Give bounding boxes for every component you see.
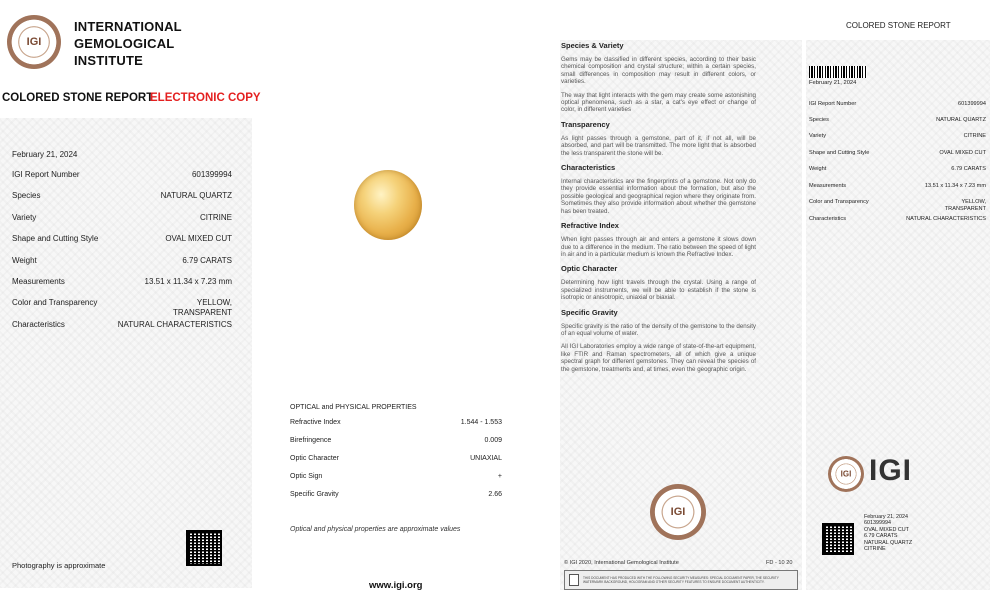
stub-field-value: NATURAL CHARACTERISTICS <box>906 216 986 222</box>
stub-igi-logo-text: IGI <box>869 454 913 487</box>
property-value: 1.544 - 1.553 <box>460 419 502 426</box>
section-heading: Species & Variety <box>561 41 624 50</box>
field-value <box>173 298 232 318</box>
property-value: 0.009 <box>484 437 502 444</box>
left-panel-background <box>0 118 252 588</box>
field-value: NATURAL QUARTZ <box>160 191 232 200</box>
stub-field-label: Weight <box>809 166 827 172</box>
stub-card-line: CITRINE <box>864 546 886 553</box>
stub-date: February 21, 2024 <box>809 80 857 86</box>
photo-note: Photography is approximate <box>12 561 106 570</box>
properties-heading: OPTICAL and PHYSICAL PROPERTIES <box>290 404 417 411</box>
igi-seal-logo <box>7 15 61 69</box>
section-heading: Optic Character <box>561 264 618 274</box>
field-label: Shape and Cutting Style <box>12 234 99 243</box>
property-value: + <box>497 473 502 480</box>
copyright-text: © IGI 2020, International Gemological Institute <box>564 560 679 566</box>
stub-field-value: OVAL MIXED CUT <box>939 150 986 156</box>
form-code: FD - 10 20 <box>766 560 793 566</box>
stub-field-label: Variety <box>809 133 826 139</box>
section-paragraph: When light passes through air and enters a gemstone it slows down due to a difference in the medium. The ratio between the speed of light in air and in a particular medium is known the Refractive Index. <box>561 236 756 258</box>
stub-seal-logo <box>828 456 864 492</box>
field-value: OVAL MIXED CUT <box>165 234 232 243</box>
stub-field-label: Species <box>809 117 829 123</box>
stub-seal-text: IGI <box>840 469 852 479</box>
field-label: IGI Report Number <box>12 170 80 179</box>
properties-note: Optical and physical properties are approximate values <box>290 526 461 533</box>
property-label: Specific Gravity <box>290 491 339 498</box>
field-value: 6.79 CARATS <box>182 256 232 265</box>
stub-field-value <box>945 199 986 212</box>
security-disclaimer-box <box>564 570 798 590</box>
igi-seal-stamp <box>650 484 706 540</box>
stub-field-value: 13.51 x 11.34 x 7.23 mm <box>924 183 986 189</box>
disclaimer-text: THIS DOCUMENT HAS PRODUCED WITH THE FOLLOWING SECURITY MEASURES: SPECIAL DOCUMENT PAPER, THE SECURITY WATERMARK BACKGROUND, HOLOGRAM AND OTHER SECURITY FEATURES TO ENSURE DOCUMENT AUTHENTICITY. <box>583 576 779 584</box>
electronic-copy-label: ELECTRONIC COPY <box>150 92 261 104</box>
field-value: 601399994 <box>191 170 232 179</box>
section-paragraph: The way that light interacts with the gem may create some astonishing optical phenomena, such as a star, a cat's eye effect or change of color, in different varieties <box>561 91 756 114</box>
section-heading: Transparency <box>561 119 610 129</box>
field-label: Variety <box>12 213 37 222</box>
org-name-line-3: INSTITUTE <box>74 53 143 68</box>
field-value: 13.51 x 11.34 x 7.23 mm <box>144 277 232 286</box>
property-label: Refractive Index <box>290 419 341 426</box>
org-name-line-1: INTERNATIONAL <box>74 19 182 34</box>
stub-card-line: February 21, 2024 <box>864 514 909 520</box>
field-value-line-1: YELLOW, <box>196 298 232 307</box>
property-value: UNIAXIAL <box>470 455 502 462</box>
section-heading: Characteristics <box>561 163 616 173</box>
section-heading: Refractive Index <box>561 221 619 231</box>
document-icon <box>569 574 579 586</box>
field-value: CITRINE <box>200 213 232 222</box>
section-paragraph: Determining how light travels through the crystal. Using a range of specialized instruments, we will be able to establish if the stone is isotropic or anisotropic, uniaxial or biaxial. <box>561 279 756 302</box>
property-value: 2.66 <box>488 491 502 498</box>
stub-field-value-line-2: TRANSPARENT <box>944 205 986 212</box>
stub-field-value: 601399994 <box>958 101 986 107</box>
education-column <box>561 41 756 373</box>
field-value-line-2: TRANSPARENT <box>173 308 232 317</box>
section-paragraph: Gems may be classified in different species, according to their basic chemical composition and crystal structure; within a certain species, small differences in composition may result in different colors, or varieties. <box>561 56 756 86</box>
field-label: Characteristics <box>12 320 65 329</box>
stub-field-value-line-1: YELLOW, <box>961 199 986 205</box>
stub-card-line: NATURAL QUARTZ <box>864 539 913 546</box>
organization-name <box>74 18 182 69</box>
property-label: Birefringence <box>290 437 332 444</box>
stub-field-label: Measurements <box>809 183 846 189</box>
stub-card-line: 6.79 CARATS <box>864 533 898 540</box>
field-label: Color and Transparency <box>12 298 98 307</box>
stub-field-label: Color and Transparency <box>809 199 869 205</box>
seal-text: IGI <box>26 36 42 48</box>
stub-card-line: 601399994 <box>864 520 891 527</box>
field-label: Measurements <box>12 277 65 286</box>
field-label: Weight <box>12 256 37 265</box>
barcode <box>809 66 867 78</box>
section-heading: Specific Gravity <box>561 307 618 317</box>
field-value: NATURAL CHARACTERISTICS <box>117 320 232 329</box>
gemstone-photo <box>354 170 422 240</box>
stub-qr-code[interactable] <box>822 523 854 555</box>
qr-code[interactable] <box>186 530 222 566</box>
report-title: COLORED STONE REPORT <box>2 92 154 104</box>
section-paragraph: As light passes through a gemstone, part of it, if not all, will be absorbed, and part will be transmitted. The more light that is absorbed the less transparent the stone will be. <box>561 134 756 157</box>
stub-card-text <box>864 514 912 552</box>
stub-card-line: OVAL MIXED CUT <box>864 526 909 533</box>
stub-field-label: Shape and Cutting Style <box>809 150 870 156</box>
section-paragraph: Specific gravity is the ratio of the density of the gemstone to the density of an equal volume of water. <box>561 322 757 337</box>
stub-field-value: CITRINE <box>963 133 986 139</box>
section-paragraph: Internal characteristics are the fingerprints of a gemstone. Not only do they provide essential information about the formation, but also the possible geological and geographical region where they originate from. Sometimes they also provide information about whether the gemstone has been treated. <box>561 178 756 215</box>
section-paragraph: All IGI Laboratories employ a wide range of state-of-the-art equipment, like FTIR and Raman spectrometers, all of which give a unique spectral graph for different gemstones. They can reveal the species of the gemstone, treatments and, at times, even the geographic origin. <box>561 343 756 373</box>
property-label: Optic Sign <box>290 473 323 480</box>
stub-field-label: IGI Report Number <box>809 101 857 107</box>
website-link[interactable]: www.igi.org <box>369 580 423 591</box>
property-label: Optic Character <box>290 455 340 462</box>
stub-field-value: 6.79 CARATS <box>951 166 986 172</box>
stub-title: COLORED STONE REPORT <box>846 21 951 30</box>
org-name-line-2: GEMOLOGICAL <box>74 36 175 51</box>
stub-field-label: Characteristics <box>809 216 846 222</box>
field-label: Species <box>12 191 41 200</box>
seal-stamp-text: IGI <box>670 506 686 518</box>
stub-field-value: NATURAL QUARTZ <box>936 117 986 123</box>
report-date: February 21, 2024 <box>12 150 78 159</box>
